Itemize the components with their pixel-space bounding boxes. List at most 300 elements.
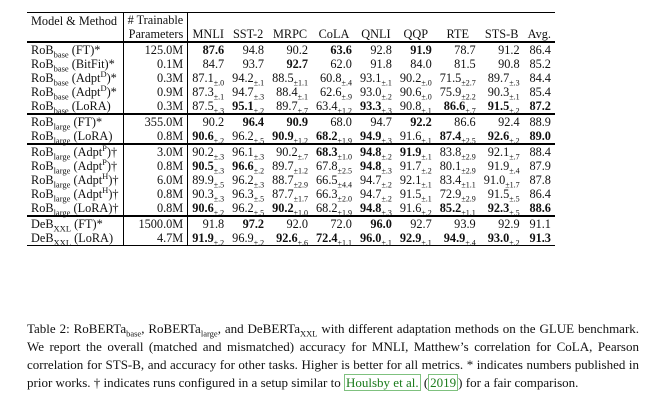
row-param-count: 0.3M: [123, 71, 188, 85]
table-row: [27, 99, 555, 114]
citation-year-link[interactable]: 2019: [430, 375, 457, 390]
row-method-label: [27, 82, 123, 102]
row-param-count: 0.8M: [123, 129, 188, 144]
score-value: 96.2: [232, 173, 254, 187]
score-std: ±.9: [341, 92, 352, 102]
score-value: 62.6: [320, 85, 342, 99]
method-suffix: )†: [108, 187, 119, 201]
method-name: (LoRA): [68, 99, 111, 113]
score-cell: [188, 85, 228, 102]
score-value: 89.7: [487, 71, 510, 85]
score-value: 81.5: [454, 57, 476, 71]
method-variant: P: [102, 142, 107, 153]
score-value: 94.8: [359, 201, 382, 215]
score-cell: [268, 114, 312, 129]
score-value: 86.4: [529, 43, 551, 57]
score-value: 92.1: [487, 145, 510, 159]
header-task: QNLI: [356, 13, 396, 43]
row-param-count: 1500.0M: [123, 216, 188, 231]
score-value: 91.5: [399, 187, 422, 201]
score-cell: [480, 57, 524, 71]
score-value: 93.1: [359, 71, 382, 85]
score-cell: [268, 99, 312, 114]
row-method-label: [27, 99, 123, 114]
method-suffix: )*: [106, 85, 117, 99]
score-cell: [524, 99, 555, 114]
model-name: DeB: [31, 217, 54, 231]
model-name: RoB: [31, 159, 54, 173]
score-value: 90.2: [202, 115, 225, 129]
score-value: 96.6: [232, 159, 254, 173]
score-cell: [312, 114, 356, 129]
score-value: 66.3: [316, 187, 338, 201]
score-value: 91.6: [399, 201, 422, 215]
score-value: 90.6: [192, 201, 214, 215]
row-param-count: 125.0M: [123, 42, 188, 57]
score-cell: [356, 173, 396, 190]
method-name: (Adpt: [70, 159, 103, 173]
score-cell: [312, 99, 356, 114]
table-row: [27, 216, 555, 231]
score-cell: [188, 99, 228, 114]
score-value: 90.6: [399, 85, 422, 99]
score-cell: [312, 85, 356, 102]
model-size: base: [53, 105, 69, 116]
score-std: ±.1: [421, 194, 432, 204]
score-std: ±.7: [297, 152, 309, 162]
score-cell: [436, 57, 480, 71]
score-cell: [228, 187, 268, 204]
score-cell: [228, 231, 268, 246]
score-cell: [268, 187, 312, 204]
score-cell: [396, 159, 436, 176]
row-method-label: [27, 201, 123, 216]
score-std: ±.3: [253, 180, 265, 190]
score-std: ±1.9: [337, 136, 352, 146]
score-value: 87.2: [529, 99, 551, 113]
score-cell: [396, 187, 436, 204]
score-std: ±2.9: [461, 194, 476, 204]
header-task: RTE: [436, 13, 480, 43]
score-value: 91.8: [202, 217, 225, 231]
row-method-label: [27, 68, 123, 88]
score-cell: [188, 216, 228, 231]
row-param-count: 355.0M: [123, 114, 188, 129]
score-value: 68.0: [330, 115, 352, 129]
model-name: DeB: [31, 231, 54, 245]
header-task: QQP: [396, 13, 436, 43]
score-cell: [228, 216, 268, 231]
score-std: ±.3: [381, 106, 392, 116]
model-name: RoB: [31, 71, 54, 85]
row-param-count: 0.8M: [123, 201, 188, 216]
score-value: 75.9: [439, 85, 462, 99]
score-value: 88.5: [272, 71, 294, 85]
model-size: base: [53, 49, 69, 60]
score-value: 96.4: [242, 115, 265, 129]
score-std: ±.3: [213, 152, 225, 162]
caption-model-sub: base: [126, 328, 142, 339]
score-value: 92.1: [399, 173, 422, 187]
score-std: ±.3: [213, 194, 225, 204]
score-value: 92.3: [487, 201, 510, 215]
score-cell: [268, 201, 312, 216]
score-value: 89.7: [272, 159, 294, 173]
score-cell: [188, 201, 228, 216]
score-cell: [268, 231, 312, 246]
score-cell: [524, 173, 555, 187]
row-param-count: 3.0M: [123, 144, 188, 159]
score-cell: [228, 144, 268, 162]
table-caption: [27, 320, 639, 392]
score-cell: [524, 85, 555, 99]
score-std: ±.4: [465, 238, 476, 248]
caption-model-name: RoBERTa: [73, 321, 127, 336]
score-value: 86.4: [529, 187, 551, 201]
score-value: 93.7: [242, 57, 265, 71]
score-value: 92.8: [370, 43, 392, 57]
score-value: 92.4: [498, 115, 520, 129]
score-std: ±.2: [509, 136, 520, 146]
score-std: ±2.2: [461, 92, 476, 102]
score-value: 96.0: [359, 231, 382, 245]
score-cell: [228, 129, 268, 144]
score-cell: [356, 216, 396, 231]
score-cell: [356, 187, 396, 204]
score-value: 85.2: [439, 201, 462, 215]
score-value: 91.9: [410, 43, 432, 57]
score-std: ±.2: [253, 238, 265, 248]
score-value: 87.9: [529, 159, 551, 173]
score-value: 89.7: [276, 99, 298, 113]
model-size: base: [53, 77, 69, 88]
score-cell: [188, 129, 228, 144]
row-param-count: 0.9M: [123, 85, 188, 99]
score-value: 90.5: [192, 159, 214, 173]
score-value: 90.9: [286, 115, 309, 129]
row-param-count: 0.1M: [123, 57, 188, 71]
model-name: RoB: [31, 173, 54, 187]
score-std: ±.1: [381, 238, 392, 248]
method-variant: H: [102, 184, 109, 195]
score-std: ±1.7: [505, 180, 520, 190]
score-cell: [524, 231, 555, 246]
citation-link[interactable]: Houlsby et al.: [346, 375, 419, 390]
score-value: 88.4: [529, 145, 551, 159]
score-value: 63.6: [330, 43, 352, 57]
row-param-count: 0.8M: [123, 187, 188, 201]
table-body: [27, 42, 555, 246]
model-name: RoB: [31, 145, 54, 159]
row-method-label: [27, 231, 123, 246]
score-cell: [312, 57, 356, 71]
score-value: 88.4: [276, 85, 298, 99]
score-cell: [480, 99, 524, 114]
score-std: ±1.0: [337, 152, 352, 162]
score-cell: [524, 42, 555, 57]
score-value: 96.1: [232, 145, 254, 159]
table-row: [27, 187, 555, 201]
score-std: ±.4: [509, 166, 520, 176]
score-value: 90.2: [192, 145, 214, 159]
row-method-label: [27, 57, 123, 74]
score-cell: [396, 129, 436, 144]
method-name: (Adpt: [70, 187, 103, 201]
score-value: 87.1: [192, 71, 214, 85]
score-value: 60.8: [320, 71, 342, 85]
model-size: large: [53, 193, 71, 204]
score-cell: [228, 159, 268, 176]
method-suffix: )*: [106, 71, 117, 85]
score-std: ±2.9: [461, 166, 476, 176]
header-task: CoLA: [312, 13, 356, 43]
score-cell: [436, 99, 480, 114]
header-params-line2: Parameters: [128, 27, 184, 41]
score-value: 91.5: [487, 99, 510, 113]
score-value: 92.2: [410, 115, 432, 129]
model-name: RoB: [31, 115, 54, 129]
score-value: 90.6: [192, 129, 214, 143]
score-std: ±.2: [509, 106, 520, 116]
method-name: (Adpt: [68, 71, 101, 85]
score-cell: [396, 216, 436, 231]
score-cell: [356, 57, 396, 71]
score-std: ±.1: [421, 238, 432, 248]
score-value: 78.7: [454, 43, 476, 57]
caption-model-name: , and DeBERTa: [217, 321, 300, 336]
score-std: ±.2: [381, 92, 392, 102]
score-std: ±.5: [509, 208, 520, 218]
score-cell: [436, 216, 480, 231]
score-value: 62.0: [330, 57, 352, 71]
score-cell: [524, 201, 555, 216]
score-cell: [268, 71, 312, 88]
score-std: ±1.2: [293, 136, 309, 146]
model-size: large: [53, 207, 71, 218]
row-method-label: [27, 156, 123, 176]
score-value: 80.1: [439, 159, 462, 173]
score-value: 66.5: [316, 173, 338, 187]
row-param-count: 0.3M: [123, 99, 188, 114]
score-value: 91.9: [487, 159, 510, 173]
score-cell: [356, 129, 396, 144]
score-std: ±2.5: [461, 136, 476, 146]
score-value: 91.0: [483, 173, 506, 187]
score-cell: [524, 71, 555, 85]
score-cell: [524, 187, 555, 201]
score-value: 94.7: [232, 85, 254, 99]
score-value: 91.3: [529, 231, 551, 245]
score-value: 96.2: [232, 129, 254, 143]
method-variant: H: [102, 170, 109, 181]
score-cell: [396, 144, 436, 162]
method-name: (LoRA): [71, 231, 114, 245]
score-value: 96.0: [370, 217, 392, 231]
score-value: 71.5: [439, 71, 462, 85]
model-name: RoB: [31, 99, 54, 113]
score-value: 96.3: [232, 187, 254, 201]
score-cell: [228, 201, 268, 216]
header-task: STS-B: [480, 13, 524, 43]
method-name: (Adpt: [70, 145, 103, 159]
score-value: 93.0: [487, 231, 510, 245]
caption-text: with different adaptation methods on the GLUE benchmark. We report the overall (matched and mismatched) accuracy for MNLI, Matthew’s correlation for CoLA, Pearson correlation for STS-B, and accuracy for other tasks. Higher is better for all metrics. * indicates numbers published in prior works. † indicates runs configured in a setup similar to: [27, 321, 640, 390]
score-value: 90.9: [272, 129, 294, 143]
table-row: [27, 42, 555, 57]
score-cell: [228, 71, 268, 88]
score-cell: [436, 231, 480, 246]
score-value: 94.9: [443, 231, 466, 245]
score-value: 93.9: [454, 217, 476, 231]
score-std: ±.1: [381, 78, 392, 88]
score-value: 97.2: [242, 217, 265, 231]
score-cell: [524, 129, 555, 144]
score-cell: [356, 99, 396, 114]
score-value: 96.2: [232, 201, 254, 215]
score-std: ±.3: [509, 78, 520, 88]
score-std: ±.1: [421, 180, 432, 190]
method-variant: D: [100, 82, 107, 93]
score-value: 85.4: [529, 85, 551, 99]
score-cell: [436, 129, 480, 144]
score-value: 91.9: [399, 145, 422, 159]
score-value: 92.6: [276, 231, 298, 245]
method-variant: D: [100, 68, 107, 79]
row-method-label: [27, 129, 123, 144]
score-cell: [356, 159, 396, 176]
score-value: 90.2: [399, 71, 422, 85]
method-name: (FT)*: [68, 43, 101, 57]
score-cell: [480, 187, 524, 204]
row-method-label: [27, 170, 123, 190]
score-std: ±.2: [213, 238, 225, 248]
score-cell: [188, 231, 228, 246]
header-trainable-params: [123, 13, 188, 43]
score-std: ±2.9: [293, 180, 309, 190]
model-size: base: [53, 63, 69, 74]
score-value: 90.3: [192, 187, 214, 201]
score-cell: [524, 114, 555, 129]
score-value: 88.7: [272, 173, 294, 187]
score-cell: [356, 201, 396, 216]
score-std: ±.2: [253, 166, 265, 176]
score-std: ±.1: [421, 136, 432, 146]
score-cell: [188, 71, 228, 88]
score-cell: [524, 216, 555, 231]
score-value: 68.2: [316, 129, 338, 143]
model-size: XXL: [53, 237, 72, 248]
score-cell: [396, 85, 436, 102]
score-cell: [268, 85, 312, 102]
score-value: 92.6: [487, 129, 510, 143]
score-std: ±.3: [381, 166, 392, 176]
score-value: 94.8: [359, 145, 382, 159]
method-variant: P: [102, 156, 107, 167]
score-cell: [436, 173, 480, 190]
row-method-label: [27, 42, 123, 60]
score-value: 87.8: [529, 173, 551, 187]
score-value: 94.2: [232, 71, 254, 85]
method-name: (FT)*: [70, 115, 103, 129]
score-value: 94.8: [242, 43, 265, 57]
table-row: [27, 129, 555, 144]
score-value: 84.4: [529, 71, 551, 85]
score-value: 68.2: [316, 201, 338, 215]
method-name: (LoRA)†: [70, 201, 119, 215]
score-std: ±.6: [297, 238, 309, 248]
score-std: ±1.1: [337, 238, 352, 248]
row-method-label: [27, 114, 123, 132]
score-std: ±.3: [213, 166, 225, 176]
score-cell: [396, 42, 436, 57]
score-value: 91.1: [529, 217, 551, 231]
model-name: RoB: [31, 43, 54, 57]
score-value: 96.9: [232, 231, 254, 245]
score-std: ±.1: [253, 78, 265, 88]
method-name: (Adpt: [68, 85, 101, 99]
score-value: 87.3: [192, 85, 214, 99]
model-size: large: [53, 151, 71, 162]
score-value: 93.0: [359, 85, 382, 99]
score-value: 92.7: [410, 217, 432, 231]
score-cell: [188, 173, 228, 190]
method-suffix: )†: [108, 173, 119, 187]
score-value: 91.7: [399, 159, 422, 173]
score-cell: [356, 71, 396, 88]
score-value: 84.0: [410, 57, 432, 71]
score-std: ±.1: [421, 152, 432, 162]
score-cell: [228, 85, 268, 102]
score-value: 94.7: [359, 173, 382, 187]
score-cell: [312, 144, 356, 162]
score-std: ±1.1: [461, 208, 476, 218]
caption-model-sub: large: [200, 328, 218, 339]
score-cell: [396, 99, 436, 114]
row-method-label: [27, 216, 123, 234]
method-name: (Adpt: [70, 173, 103, 187]
score-value: 92.9: [399, 231, 422, 245]
score-value: 88.6: [529, 201, 551, 215]
score-cell: [228, 42, 268, 57]
score-cell: [312, 216, 356, 231]
score-std: ±.2: [213, 136, 225, 146]
model-name: RoB: [31, 201, 54, 215]
score-cell: [188, 42, 228, 57]
score-value: 94.8: [359, 159, 382, 173]
score-cell: [356, 114, 396, 129]
method-suffix: )†: [106, 145, 118, 159]
score-value: 94.7: [359, 187, 382, 201]
score-cell: [396, 71, 436, 88]
score-cell: [188, 57, 228, 71]
score-cell: [268, 42, 312, 57]
score-cell: [480, 201, 524, 216]
score-cell: [268, 216, 312, 231]
score-std: ±.3: [253, 152, 265, 162]
table-row: [27, 231, 555, 246]
score-cell: [480, 144, 524, 162]
score-cell: [312, 159, 356, 176]
score-value: 87.5: [192, 99, 214, 113]
score-value: 92.7: [286, 57, 309, 71]
score-std: ±.2: [253, 106, 265, 116]
score-std: ±1.2: [293, 166, 309, 176]
score-cell: [228, 57, 268, 71]
score-cell: [312, 173, 356, 190]
table-row: [27, 201, 555, 216]
score-std: ±1.9: [337, 208, 352, 218]
score-cell: [228, 114, 268, 129]
